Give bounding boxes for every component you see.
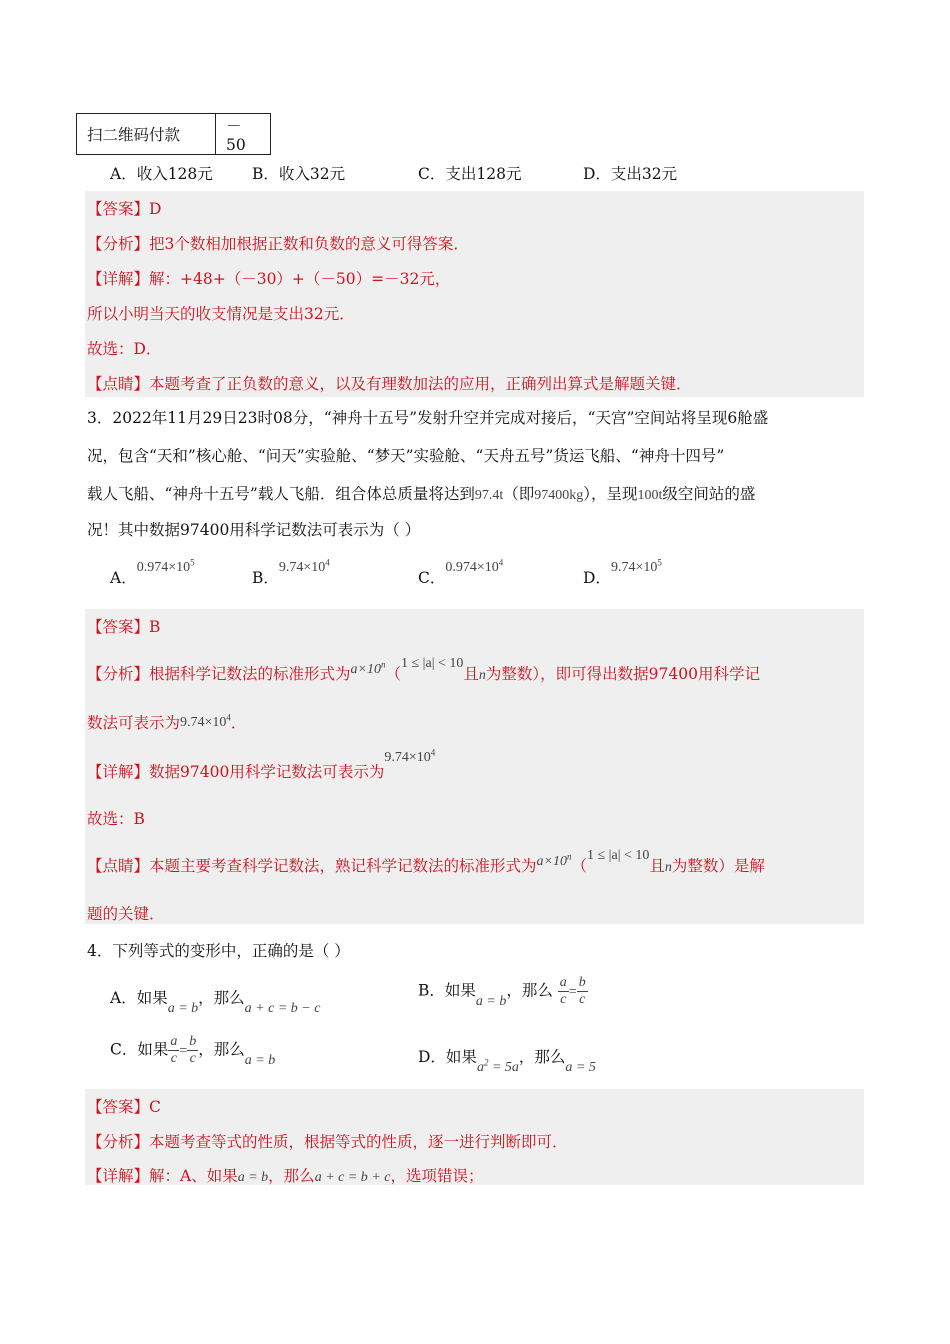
payment-table (76, 113, 271, 155)
q2-choose: 故选：D． (87, 340, 162, 358)
q2-detail-2: 所以小明当天的收支情况是支出32元． (87, 305, 355, 323)
answer-box-q2 (85, 191, 864, 397)
q2-option-d: D．支出32元 (583, 165, 678, 183)
q4-detail: 【详解】解：A、如果a = b，那么a + c = b + c，选项错误； (87, 1167, 484, 1185)
q3-line-4: 况！其中数据97400用科学记数法可表示为（ ） (87, 521, 421, 539)
q3-line-1: 3．2022年11月29日23时08分，“神舟十五号”发射升空并完成对接后，“天宫”空间站将呈现6舱盛 (87, 409, 769, 427)
q4-option-a: A．如果a = b，那么a + c = b − c (110, 989, 321, 1016)
q4-answer: 【答案】C (87, 1098, 161, 1116)
q3-option-a: A．$0.974\times 10^5$ (110, 557, 195, 587)
table-value: －50 (216, 114, 271, 155)
q3-option-b: B．$9.74\times 10^4$ (252, 557, 330, 587)
q3-line-3: 载人飞船、“神舟十五号”载人飞船．组合体总质量将达到97.4t（即97400kg），呈现100t级空间站的盛 (87, 485, 756, 503)
q2-option-a: A．收入128元 (110, 165, 213, 183)
q4-option-c: C．如果 $\frac{a}{c}$ = $\frac{b}{c}$ ，那么a = b (110, 1034, 276, 1068)
table-label: 扫二维码付款 (77, 114, 216, 155)
q2-option-c: C．支出128元 (418, 165, 522, 183)
q3-answer: 【答案】B (87, 618, 161, 636)
q2-detail: 【详解】解：+48+（－30）+（－50）=－32元， (87, 270, 451, 288)
q2-answer: 【答案】D (87, 200, 162, 218)
q4-stem: 4．下列等式的变形中，正确的是（ ） (87, 942, 350, 960)
q2-option-b: B．收入32元 (252, 165, 346, 183)
q4-option-b: B．如果a = b，那么 $\frac{a}{c}$ = $\frac{b}{c}$ (418, 975, 586, 1009)
q3-comment-2: 题的关键． (87, 905, 165, 923)
q4-analysis: 【分析】本题考查等式的性质，根据等式的性质，逐一进行判断即可． (87, 1133, 568, 1151)
q3-line-2: 况，包含“天和”核心舱、“问天”实验舱、“梦天”实验舱、“天舟五号”货运飞船、“神舟十四号” (87, 447, 725, 465)
q3-choose: 故选：B (87, 810, 145, 828)
q3-option-c: C．$0.974\times 10^4$ (418, 557, 504, 587)
q3-analysis-2: 数法可表示为$9.74\times 10^4$． (87, 712, 247, 732)
q3-analysis: 【分析】根据科学记数法的标准形式为$a\times 10^n(1 \le |a| < 10$且n为整数），即可得出数据97400用科学记 (87, 656, 760, 683)
q3-comment: 【点睛】本题主要考查科学记数法，熟记科学记数法的标准形式为$a\times 10^n(1 \le |a| < 10$且n为整数）是解 (87, 848, 765, 875)
q3-detail: 【详解】数据97400用科学记数法可表示为$9.74\times 10^4$ (87, 747, 436, 781)
q4-option-d: D．如果$a^2 = 5a$，那么a = 5 (418, 1048, 596, 1075)
q3-option-d: D．$9.74\times 10^5$ (583, 557, 662, 587)
q2-comment: 【点睛】本题考查了正负数的意义，以及有理数加法的应用，正确列出算式是解题关键． (87, 375, 692, 393)
q2-analysis: 【分析】把3个数相加根据正数和负数的意义可得答案． (87, 235, 469, 253)
